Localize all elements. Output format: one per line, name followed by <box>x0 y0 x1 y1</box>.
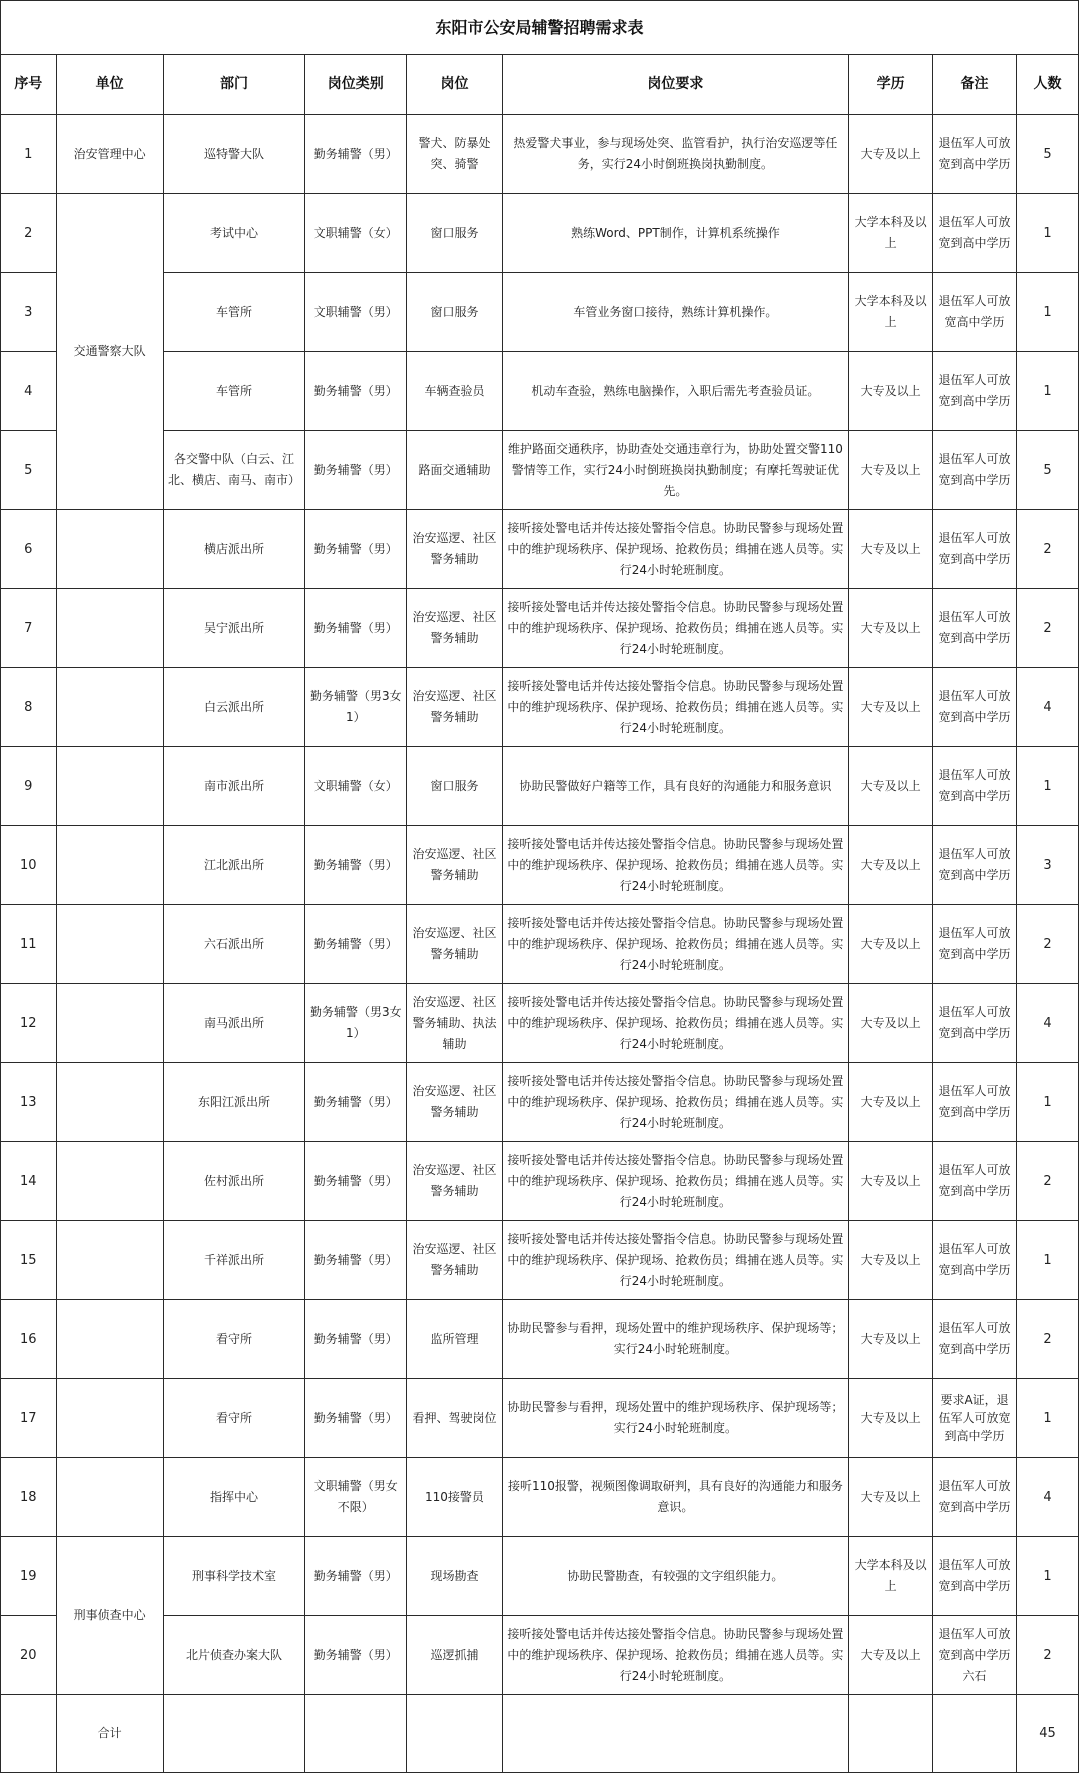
cell-remark: 退伍军人可放宽到高中学历 <box>933 668 1017 747</box>
cell-count: 1 <box>1017 352 1079 431</box>
cell-requirement: 熟练Word、PPT制作，计算机系统操作 <box>502 194 848 273</box>
cell-remark: 退伍军人可放宽到高中学历 <box>933 115 1017 194</box>
cell-requirement: 机动车查验，熟练电脑操作，入职后需先考查验员证。 <box>502 352 848 431</box>
cell-remark: 退伍军人可放宽到高中学历 <box>933 1300 1017 1379</box>
cell-education: 大专及以上 <box>849 1458 933 1537</box>
table-row <box>1 668 1079 747</box>
cell-category: 勤务辅警（男） <box>305 1300 407 1379</box>
cell-unit-empty <box>56 1300 163 1379</box>
cell-post: 路面交通辅助 <box>407 431 503 510</box>
cell-category: 勤务辅警（男3女1） <box>305 984 407 1063</box>
cell-dept: 北片侦查办案大队 <box>163 1616 305 1695</box>
cell-post: 窗口服务 <box>407 747 503 826</box>
cell-dept: 江北派出所 <box>163 826 305 905</box>
cell-category: 勤务辅警（男） <box>305 352 407 431</box>
cell-count: 2 <box>1017 905 1079 984</box>
cell-count: 1 <box>1017 1221 1079 1300</box>
cell-category: 勤务辅警（男） <box>305 510 407 589</box>
cell-post: 巡逻抓捕 <box>407 1616 503 1695</box>
table-row <box>1 589 1079 668</box>
cell-category: 勤务辅警（男） <box>305 1379 407 1458</box>
cell-seq: 19 <box>1 1537 57 1616</box>
table-row <box>1 826 1079 905</box>
cell-remark: 退伍军人可放宽到高中学历 <box>933 1221 1017 1300</box>
table-row <box>1 984 1079 1063</box>
cell-empty <box>849 1695 933 1773</box>
cell-seq: 7 <box>1 589 57 668</box>
cell-unit-empty <box>56 1063 163 1142</box>
cell-requirement: 接听接处警电话并传达接处警指令信息。协助民警参与现场处置中的维护现场秩序、保护现场、抢救伤员；缉捕在逃人员等。实行24小时轮班制度。 <box>502 510 848 589</box>
cell-requirement: 维护路面交通秩序，协助查处交通违章行为，协助处置交警110警情等工作，实行24小时倒班换岗执勤制度；有摩托驾驶证优先。 <box>502 431 848 510</box>
total-label: 合计 <box>56 1695 163 1773</box>
cell-post: 治安巡逻、社区警务辅助 <box>407 1142 503 1221</box>
table-row <box>1 1300 1079 1379</box>
cell-dept: 东阳江派出所 <box>163 1063 305 1142</box>
cell-remark: 退伍军人可放宽高中学历 <box>933 273 1017 352</box>
cell-requirement: 接听接处警电话并传达接处警指令信息。协助民警参与现场处置中的维护现场秩序、保护现场、抢救伤员；缉捕在逃人员等。实行24小时轮班制度。 <box>502 1142 848 1221</box>
cell-category: 勤务辅警（男） <box>305 826 407 905</box>
cell-dept: 车管所 <box>163 273 305 352</box>
cell-requirement: 接听接处警电话并传达接处警指令信息。协助民警参与现场处置中的维护现场秩序、保护现场、抢救伤员；缉捕在逃人员等。实行24小时轮班制度。 <box>502 1221 848 1300</box>
cell-count: 1 <box>1017 273 1079 352</box>
cell-count: 2 <box>1017 1142 1079 1221</box>
cell-count: 3 <box>1017 826 1079 905</box>
cell-unit: 交通警察大队 <box>56 194 163 510</box>
cell-count: 1 <box>1017 747 1079 826</box>
cell-requirement: 接听接处警电话并传达接处警指令信息。协助民警参与现场处置中的维护现场秩序、保护现场、抢救伤员；缉捕在逃人员等。实行24小时轮班制度。 <box>502 984 848 1063</box>
title-row <box>1 1 1079 55</box>
cell-education: 大专及以上 <box>849 1300 933 1379</box>
cell-post: 110接警员 <box>407 1458 503 1537</box>
cell-empty <box>407 1695 503 1773</box>
cell-remark: 退伍军人可放宽到高中学历 <box>933 352 1017 431</box>
table-row <box>1 1458 1079 1537</box>
cell-remark: 退伍军人可放宽到高中学历 <box>933 1142 1017 1221</box>
cell-seq-empty <box>1 1695 57 1773</box>
cell-category: 勤务辅警（男） <box>305 589 407 668</box>
cell-requirement: 协助民警参与看押，现场处置中的维护现场秩序、保护现场等；实行24小时轮班制度。 <box>502 1379 848 1458</box>
cell-requirement: 车管业务窗口接待，熟练计算机操作。 <box>502 273 848 352</box>
table-row <box>1 1537 1079 1616</box>
cell-seq: 2 <box>1 194 57 273</box>
cell-remark: 退伍军人可放宽到高中学历 <box>933 984 1017 1063</box>
cell-category: 文职辅警（女） <box>305 194 407 273</box>
cell-requirement: 接听接处警电话并传达接处警指令信息。协助民警参与现场处置中的维护现场秩序、保护现场、抢救伤员；缉捕在逃人员等。实行24小时轮班制度。 <box>502 826 848 905</box>
cell-seq: 14 <box>1 1142 57 1221</box>
cell-category: 文职辅警（女） <box>305 747 407 826</box>
cell-unit-empty <box>56 1142 163 1221</box>
cell-post: 治安巡逻、社区警务辅助、执法辅助 <box>407 984 503 1063</box>
cell-post: 监所管理 <box>407 1300 503 1379</box>
cell-count: 1 <box>1017 1379 1079 1458</box>
cell-seq: 17 <box>1 1379 57 1458</box>
cell-dept: 各交警中队（白云、江北、横店、南马、南市） <box>163 431 305 510</box>
header-remark: 备注 <box>933 55 1017 115</box>
cell-remark: 要求A证，退伍军人可放宽到高中学历 <box>933 1379 1017 1458</box>
cell-dept: 巡特警大队 <box>163 115 305 194</box>
cell-remark: 退伍军人可放宽到高中学历 <box>933 1458 1017 1537</box>
cell-seq: 5 <box>1 431 57 510</box>
cell-seq: 6 <box>1 510 57 589</box>
cell-seq: 1 <box>1 115 57 194</box>
cell-education: 大专及以上 <box>849 984 933 1063</box>
cell-education: 大专及以上 <box>849 589 933 668</box>
cell-unit-empty <box>56 1458 163 1537</box>
cell-requirement: 热爱警犬事业，参与现场处突、监管看护，执行治安巡逻等任务，实行24小时倒班换岗执勤制度。 <box>502 115 848 194</box>
cell-post: 治安巡逻、社区警务辅助 <box>407 905 503 984</box>
cell-requirement: 接听接处警电话并传达接处警指令信息。协助民警参与现场处置中的维护现场秩序、保护现场、抢救伤员；缉捕在逃人员等。实行24小时轮班制度。 <box>502 905 848 984</box>
cell-category: 勤务辅警（男） <box>305 905 407 984</box>
cell-dept: 看守所 <box>163 1300 305 1379</box>
cell-empty <box>163 1695 305 1773</box>
header-count: 人数 <box>1017 55 1079 115</box>
cell-count: 2 <box>1017 1300 1079 1379</box>
cell-seq: 8 <box>1 668 57 747</box>
cell-post: 警犬、防暴处突、骑警 <box>407 115 503 194</box>
cell-remark: 退伍军人可放宽到高中学历六石 <box>933 1616 1017 1695</box>
header-dept: 部门 <box>163 55 305 115</box>
cell-unit-empty <box>56 510 163 589</box>
cell-dept: 横店派出所 <box>163 510 305 589</box>
cell-dept: 指挥中心 <box>163 1458 305 1537</box>
cell-requirement: 接听接处警电话并传达接处警指令信息。协助民警参与现场处置中的维护现场秩序、保护现场、抢救伤员；缉捕在逃人员等。实行24小时轮班制度。 <box>502 1616 848 1695</box>
cell-dept: 吴宁派出所 <box>163 589 305 668</box>
cell-education: 大专及以上 <box>849 1063 933 1142</box>
cell-count: 2 <box>1017 510 1079 589</box>
cell-education: 大专及以上 <box>849 115 933 194</box>
table-title: 东阳市公安局辅警招聘需求表 <box>1 1 1079 55</box>
cell-unit-empty <box>56 905 163 984</box>
cell-education: 大专及以上 <box>849 1379 933 1458</box>
cell-requirement: 协助民警参与看押，现场处置中的维护现场秩序、保护现场等；实行24小时轮班制度。 <box>502 1300 848 1379</box>
cell-post: 窗口服务 <box>407 194 503 273</box>
cell-empty <box>502 1695 848 1773</box>
cell-seq: 18 <box>1 1458 57 1537</box>
cell-post: 看押、驾驶岗位 <box>407 1379 503 1458</box>
table-row <box>1 115 1079 194</box>
cell-remark: 退伍军人可放宽到高中学历 <box>933 431 1017 510</box>
cell-education: 大专及以上 <box>849 668 933 747</box>
cell-category: 勤务辅警（男） <box>305 1221 407 1300</box>
cell-education: 大学本科及以上 <box>849 1537 933 1616</box>
cell-education: 大专及以上 <box>849 905 933 984</box>
cell-seq: 16 <box>1 1300 57 1379</box>
cell-count: 4 <box>1017 668 1079 747</box>
cell-post: 治安巡逻、社区警务辅助 <box>407 1221 503 1300</box>
cell-remark: 退伍军人可放宽到高中学历 <box>933 747 1017 826</box>
cell-education: 大学本科及以上 <box>849 273 933 352</box>
cell-count: 5 <box>1017 431 1079 510</box>
cell-post: 治安巡逻、社区警务辅助 <box>407 826 503 905</box>
cell-post: 窗口服务 <box>407 273 503 352</box>
cell-dept: 南市派出所 <box>163 747 305 826</box>
cell-post: 车辆查验员 <box>407 352 503 431</box>
cell-remark: 退伍军人可放宽到高中学历 <box>933 1537 1017 1616</box>
cell-count: 1 <box>1017 1537 1079 1616</box>
cell-seq: 9 <box>1 747 57 826</box>
cell-seq: 20 <box>1 1616 57 1695</box>
cell-dept: 白云派出所 <box>163 668 305 747</box>
cell-remark: 退伍军人可放宽到高中学历 <box>933 589 1017 668</box>
header-row <box>1 55 1079 115</box>
cell-count: 4 <box>1017 984 1079 1063</box>
header-seq: 序号 <box>1 55 57 115</box>
cell-empty <box>305 1695 407 1773</box>
cell-remark: 退伍军人可放宽到高中学历 <box>933 826 1017 905</box>
cell-category: 勤务辅警（男） <box>305 1537 407 1616</box>
cell-dept: 车管所 <box>163 352 305 431</box>
cell-education: 大专及以上 <box>849 1142 933 1221</box>
cell-requirement: 接听110报警，视频图像调取研判，具有良好的沟通能力和服务意识。 <box>502 1458 848 1537</box>
cell-dept: 佐村派出所 <box>163 1142 305 1221</box>
cell-unit-empty <box>56 589 163 668</box>
cell-category: 文职辅警（男） <box>305 273 407 352</box>
cell-remark: 退伍军人可放宽到高中学历 <box>933 905 1017 984</box>
cell-category: 勤务辅警（男） <box>305 431 407 510</box>
cell-unit-empty <box>56 984 163 1063</box>
cell-education: 大专及以上 <box>849 1221 933 1300</box>
cell-education: 大专及以上 <box>849 510 933 589</box>
cell-dept: 六石派出所 <box>163 905 305 984</box>
cell-seq: 3 <box>1 273 57 352</box>
cell-post: 现场勘查 <box>407 1537 503 1616</box>
header-category: 岗位类别 <box>305 55 407 115</box>
cell-dept: 刑事科学技术室 <box>163 1537 305 1616</box>
cell-category: 勤务辅警（男） <box>305 1063 407 1142</box>
cell-post: 治安巡逻、社区警务辅助 <box>407 668 503 747</box>
header-post: 岗位 <box>407 55 503 115</box>
cell-unit-empty <box>56 747 163 826</box>
cell-count: 4 <box>1017 1458 1079 1537</box>
table-row <box>1 1221 1079 1300</box>
cell-education: 大专及以上 <box>849 1616 933 1695</box>
cell-remark: 退伍军人可放宽到高中学历 <box>933 1063 1017 1142</box>
cell-post: 治安巡逻、社区警务辅助 <box>407 1063 503 1142</box>
cell-count: 5 <box>1017 115 1079 194</box>
cell-requirement: 接听接处警电话并传达接处警指令信息。协助民警参与现场处置中的维护现场秩序、保护现场、抢救伤员；缉捕在逃人员等。实行24小时轮班制度。 <box>502 668 848 747</box>
table-row <box>1 747 1079 826</box>
cell-seq: 13 <box>1 1063 57 1142</box>
table-row <box>1 510 1079 589</box>
cell-dept: 考试中心 <box>163 194 305 273</box>
cell-count: 2 <box>1017 589 1079 668</box>
cell-education: 大学本科及以上 <box>849 194 933 273</box>
cell-post: 治安巡逻、社区警务辅助 <box>407 589 503 668</box>
cell-seq: 10 <box>1 826 57 905</box>
cell-category: 勤务辅警（男3女1） <box>305 668 407 747</box>
cell-post: 治安巡逻、社区警务辅助 <box>407 510 503 589</box>
header-requirement: 岗位要求 <box>502 55 848 115</box>
cell-seq: 11 <box>1 905 57 984</box>
cell-education: 大专及以上 <box>849 352 933 431</box>
total-row <box>1 1695 1079 1773</box>
cell-requirement: 接听接处警电话并传达接处警指令信息。协助民警参与现场处置中的维护现场秩序、保护现场、抢救伤员；缉捕在逃人员等。实行24小时轮班制度。 <box>502 1063 848 1142</box>
cell-remark: 退伍军人可放宽到高中学历 <box>933 194 1017 273</box>
header-unit: 单位 <box>56 55 163 115</box>
table-row <box>1 1063 1079 1142</box>
cell-education: 大专及以上 <box>849 431 933 510</box>
cell-category: 文职辅警（男女不限） <box>305 1458 407 1537</box>
cell-unit-empty <box>56 826 163 905</box>
cell-unit: 治安管理中心 <box>56 115 163 194</box>
cell-count: 1 <box>1017 194 1079 273</box>
cell-dept: 千祥派出所 <box>163 1221 305 1300</box>
cell-dept: 看守所 <box>163 1379 305 1458</box>
table-row <box>1 194 1079 273</box>
total-count: 45 <box>1017 1695 1079 1773</box>
cell-requirement: 协助民警勘查，有较强的文字组织能力。 <box>502 1537 848 1616</box>
table-row <box>1 1142 1079 1221</box>
cell-unit-empty <box>56 668 163 747</box>
cell-category: 勤务辅警（男） <box>305 1142 407 1221</box>
cell-count: 1 <box>1017 1063 1079 1142</box>
cell-seq: 15 <box>1 1221 57 1300</box>
cell-unit-empty <box>56 1221 163 1300</box>
cell-category: 勤务辅警（男） <box>305 115 407 194</box>
cell-unit: 刑事侦查中心 <box>56 1537 163 1695</box>
cell-dept: 南马派出所 <box>163 984 305 1063</box>
table-row <box>1 1379 1079 1458</box>
cell-count: 2 <box>1017 1616 1079 1695</box>
cell-unit-empty <box>56 1379 163 1458</box>
cell-requirement: 协助民警做好户籍等工作，具有良好的沟通能力和服务意识 <box>502 747 848 826</box>
cell-seq: 12 <box>1 984 57 1063</box>
cell-remark: 退伍军人可放宽到高中学历 <box>933 510 1017 589</box>
cell-requirement: 接听接处警电话并传达接处警指令信息。协助民警参与现场处置中的维护现场秩序、保护现场、抢救伤员；缉捕在逃人员等。实行24小时轮班制度。 <box>502 589 848 668</box>
cell-empty <box>933 1695 1017 1773</box>
cell-seq: 4 <box>1 352 57 431</box>
cell-education: 大专及以上 <box>849 826 933 905</box>
cell-education: 大专及以上 <box>849 747 933 826</box>
cell-category: 勤务辅警（男） <box>305 1616 407 1695</box>
table-row <box>1 905 1079 984</box>
header-education: 学历 <box>849 55 933 115</box>
